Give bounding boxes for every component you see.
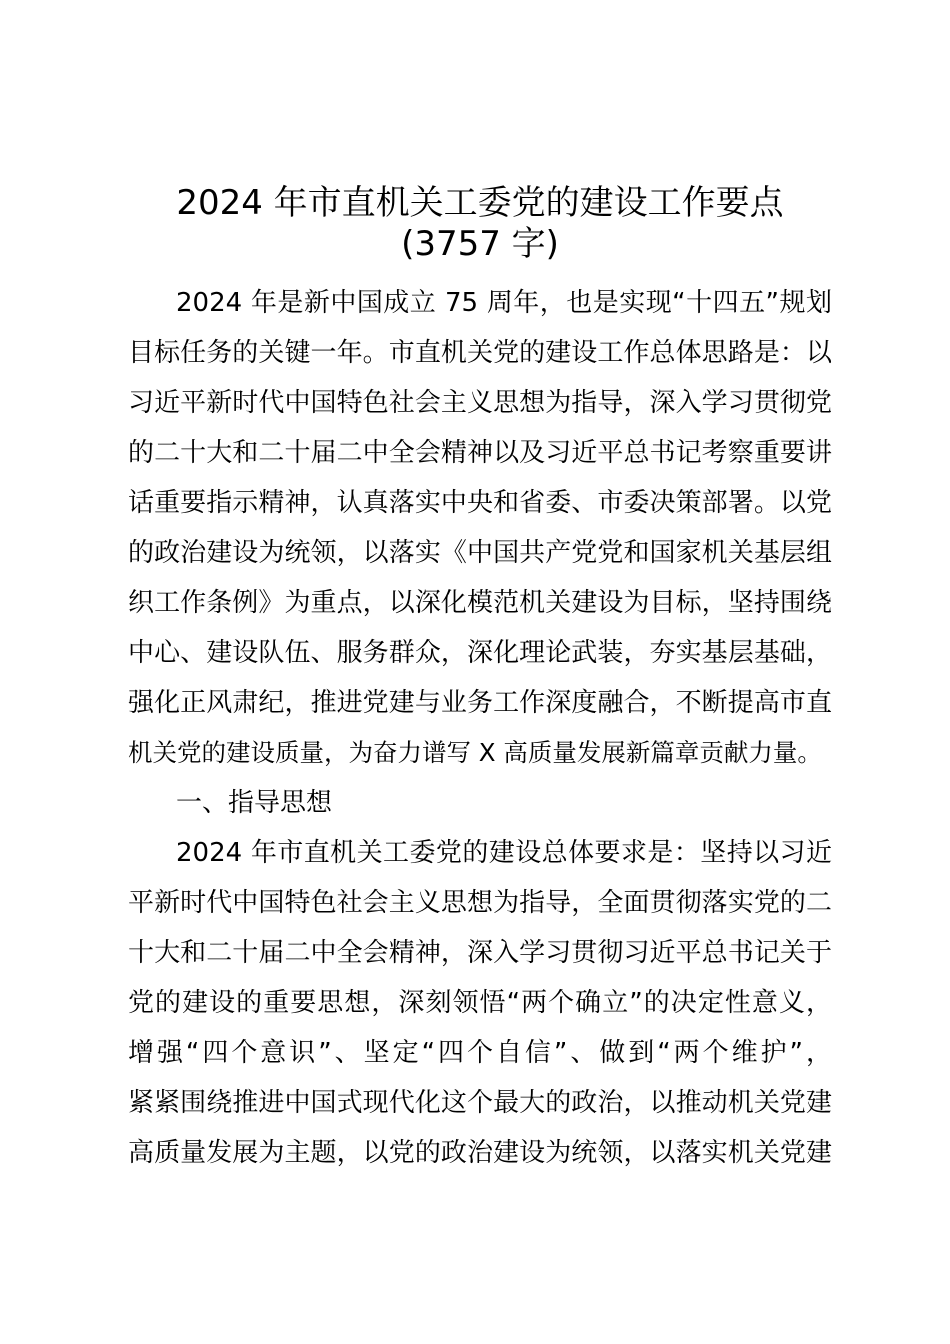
- paragraph-line: 的政治建设为统领，以落实《中国共产党党和国家机关基层组: [128, 538, 832, 568]
- paragraph-line: 机关党的建设质量，为奋力谱写 X 高质量发展新篇章贡献力量。: [128, 738, 822, 767]
- paragraph-line: 增强“四个意识”、坚定“四个自信”、做到“两个维护”，: [128, 1038, 832, 1068]
- paragraph-line: 中心、建设队伍、服务群众，深化理论武装，夯实基层基础，: [128, 638, 832, 668]
- paragraph-line: 高质量发展为主题，以党的政治建设为统领，以落实机关党建: [128, 1138, 832, 1168]
- paragraph-line: 十大和二十届二中全会精神，深入学习贯彻习近平总书记关于: [128, 938, 832, 968]
- paragraph-line: 紧紧围绕推进中国式现代化这个最大的政治，以推动机关党建: [128, 1088, 832, 1118]
- paragraph-line: 织工作条例》为重点，以深化模范机关建设为目标，坚持围绕: [128, 588, 832, 618]
- paragraph-line: 2024 年是新中国成立 75 周年，也是实现“十四五”规划: [176, 288, 832, 318]
- paragraph-line: 习近平新时代中国特色社会主义思想为指导，深入学习贯彻党: [128, 388, 832, 418]
- paragraph-line: 的二十大和二十届二中全会精神以及习近平总书记考察重要讲: [128, 438, 832, 468]
- section-heading: 一、指导思想: [176, 788, 333, 818]
- paragraph-line: 党的建设的重要思想，深刻领悟“两个确立”的决定性意义，: [128, 988, 832, 1018]
- paragraph-line: 强化正风肃纪，推进党建与业务工作深度融合，不断提高市直: [128, 688, 832, 718]
- paragraph-line: 话重要指示精神，认真落实中央和省委、市委决策部署。以党: [128, 488, 832, 518]
- paragraph-line: 平新时代中国特色社会主义思想为指导，全面贯彻落实党的二: [128, 888, 832, 918]
- document-word-count: (3757 字): [401, 224, 559, 264]
- paragraph-line: 目标任务的关键一年。市直机关党的建设工作总体思路是：以: [128, 338, 832, 368]
- paragraph-line: 2024 年市直机关工委党的建设总体要求是：坚持以习近: [176, 838, 832, 868]
- document-title: 2024 年市直机关工委党的建设工作要点: [176, 183, 784, 223]
